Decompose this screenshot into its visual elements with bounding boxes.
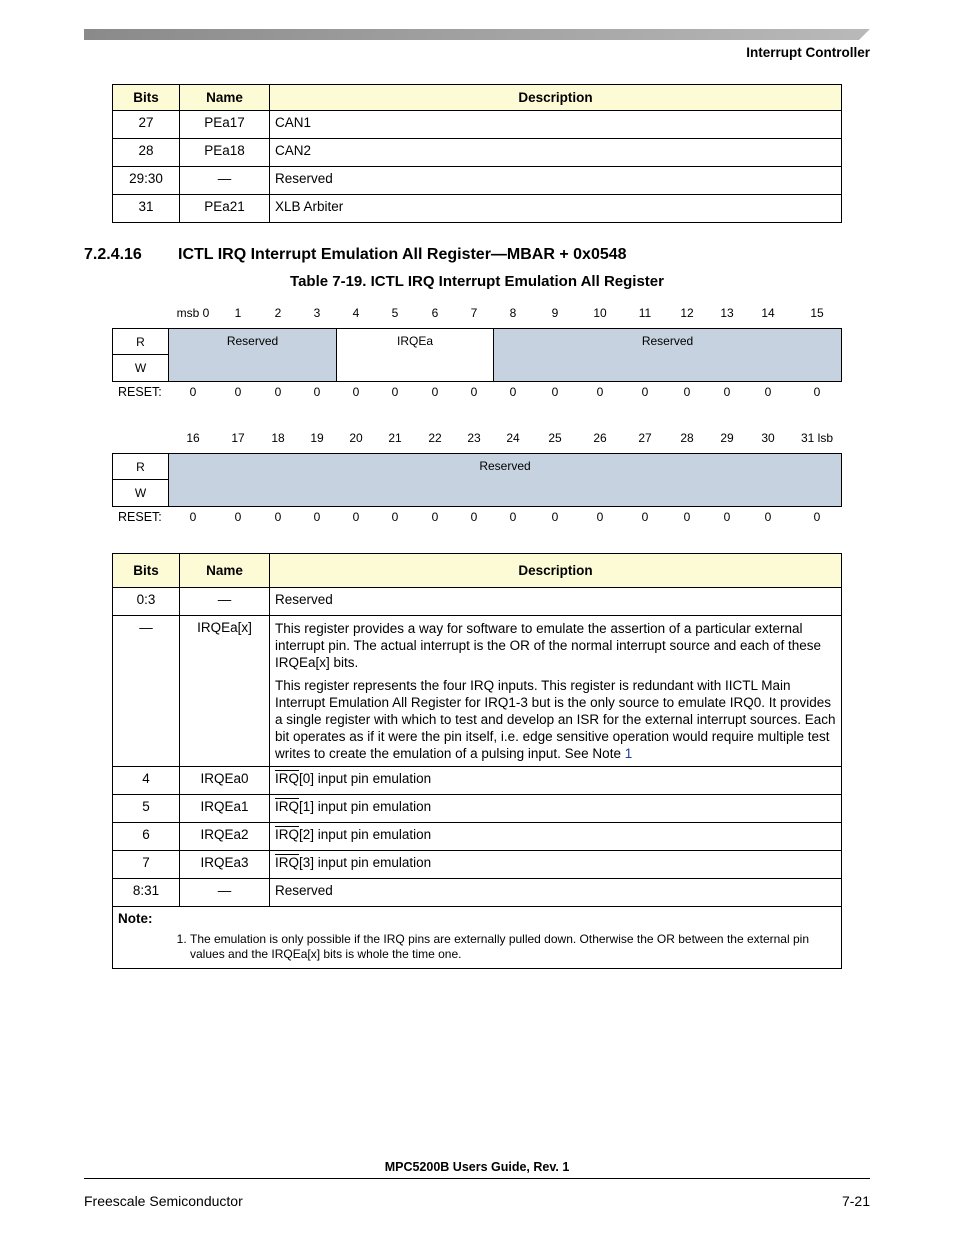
description-text: [0] input pin emulation bbox=[299, 771, 432, 786]
note-item: 1. The emulation is only possible if the IRQ pins are externally pulled down. Otherwise the OR between the external pin values and the IRQEa[x] bits is whole the time one. bbox=[190, 932, 836, 962]
field-description-table bbox=[112, 553, 842, 969]
reset-label: RESET: bbox=[118, 385, 162, 399]
note-list bbox=[118, 932, 836, 962]
cell-bits: — bbox=[113, 616, 180, 767]
reset-value: 0 bbox=[551, 510, 559, 524]
reset-value: 0 bbox=[509, 510, 517, 524]
table-row bbox=[113, 851, 842, 879]
read-row-label: R bbox=[113, 329, 169, 355]
bit-number: 1 bbox=[234, 306, 242, 320]
table-row bbox=[113, 588, 842, 616]
note-row bbox=[113, 907, 842, 969]
cell-description bbox=[270, 823, 842, 851]
description-text: [1] input pin emulation bbox=[299, 799, 432, 814]
cell-bits: 29:30 bbox=[113, 167, 180, 195]
note-cell bbox=[113, 907, 842, 969]
reset-value: 0 bbox=[313, 385, 321, 399]
section-number: 7.2.4.16 bbox=[84, 246, 142, 263]
table-caption: Table 7-19. ICTL IRQ Interrupt Emulation All Register bbox=[290, 273, 664, 290]
section-title: ICTL IRQ Interrupt Emulation All Register—MBAR + 0x0548 bbox=[178, 246, 627, 263]
reset-value: 0 bbox=[470, 385, 478, 399]
section-heading bbox=[84, 246, 627, 264]
table-row bbox=[113, 616, 842, 767]
cell-bits: 28 bbox=[113, 139, 180, 167]
col-description: Description bbox=[270, 85, 842, 111]
cell-description: CAN2 bbox=[270, 139, 842, 167]
bit-number: 18 bbox=[271, 431, 285, 445]
bit-number: 20 bbox=[349, 431, 363, 445]
bit-number: 21 bbox=[388, 431, 402, 445]
description-paragraph: This register provides a way for software to emulate the assertion of a particular external interrupt pin. The actual interrupt is the OR of the normal interrupt source and each of these IRQEa[x] bits. bbox=[275, 621, 822, 670]
reset-value: 0 bbox=[596, 510, 604, 524]
col-description: Description bbox=[270, 554, 842, 588]
reset-value: 0 bbox=[234, 385, 242, 399]
bit-number: 17 bbox=[231, 431, 245, 445]
bit-number: 2 bbox=[274, 306, 282, 320]
reset-value: 0 bbox=[274, 385, 282, 399]
bit-number: 22 bbox=[428, 431, 442, 445]
bit-number: 8 bbox=[509, 306, 517, 320]
cell-description: Reserved bbox=[270, 588, 842, 616]
reset-value: 0 bbox=[509, 385, 517, 399]
cell-description: Reserved bbox=[270, 167, 842, 195]
cell-bits: 6 bbox=[113, 823, 180, 851]
bit-number: 23 bbox=[467, 431, 481, 445]
reset-value: 0 bbox=[723, 385, 731, 399]
description-text: [3] input pin emulation bbox=[299, 855, 432, 870]
reset-value: 0 bbox=[683, 385, 691, 399]
footer-divider bbox=[84, 1178, 870, 1179]
table-row bbox=[113, 167, 842, 195]
table-row bbox=[113, 795, 842, 823]
header-bar bbox=[84, 29, 870, 40]
reset-value: 0 bbox=[764, 385, 772, 399]
bit-number: 7 bbox=[470, 306, 478, 320]
note-title: Note: bbox=[118, 911, 153, 926]
bit-number: 30 bbox=[761, 431, 775, 445]
page-number: 7-21 bbox=[841, 1193, 870, 1209]
register-diagram-top bbox=[112, 328, 842, 382]
table-row bbox=[113, 195, 842, 223]
footer-document-title: MPC5200B Users Guide, Rev. 1 bbox=[384, 1160, 570, 1174]
field-reserved: Reserved bbox=[494, 329, 841, 381]
cell-bits: 5 bbox=[113, 795, 180, 823]
cell-description: CAN1 bbox=[270, 111, 842, 139]
bit-number: 25 bbox=[548, 431, 562, 445]
reset-value: 0 bbox=[189, 385, 197, 399]
bit-number: 31 lsb bbox=[800, 431, 834, 445]
reset-value: 0 bbox=[431, 385, 439, 399]
bit-number: 24 bbox=[506, 431, 520, 445]
read-row-label: R bbox=[113, 454, 169, 480]
note-link[interactable]: 1 bbox=[624, 746, 633, 761]
bit-number: 6 bbox=[431, 306, 439, 320]
write-row-label: W bbox=[113, 480, 169, 506]
bit-number: 14 bbox=[761, 306, 775, 320]
col-name: Name bbox=[180, 85, 270, 111]
table-row bbox=[113, 879, 842, 907]
register-diagram-bottom bbox=[112, 453, 842, 507]
bit-number: 10 bbox=[593, 306, 607, 320]
cell-name: — bbox=[180, 879, 270, 907]
cell-description bbox=[270, 851, 842, 879]
description-paragraph bbox=[275, 677, 836, 762]
table-row bbox=[113, 111, 842, 139]
cell-description: XLB Arbiter bbox=[270, 195, 842, 223]
cell-description: Reserved bbox=[270, 879, 842, 907]
bit-number: 3 bbox=[313, 306, 321, 320]
reset-value: 0 bbox=[391, 385, 399, 399]
cell-bits: 7 bbox=[113, 851, 180, 879]
cell-name: PEa18 bbox=[180, 139, 270, 167]
description-text: [2] input pin emulation bbox=[299, 827, 432, 842]
bit-number: 12 bbox=[680, 306, 694, 320]
reset-value: 0 bbox=[431, 510, 439, 524]
cell-name: — bbox=[180, 167, 270, 195]
reset-value: 0 bbox=[234, 510, 242, 524]
cell-name: PEa21 bbox=[180, 195, 270, 223]
reset-value: 0 bbox=[813, 385, 821, 399]
bit-number: 11 bbox=[638, 306, 652, 320]
table-row bbox=[113, 823, 842, 851]
cell-name: — bbox=[180, 588, 270, 616]
reset-value: 0 bbox=[313, 510, 321, 524]
cell-description bbox=[270, 795, 842, 823]
footer-company: Freescale Semiconductor bbox=[84, 1193, 243, 1209]
field-reserved: Reserved bbox=[169, 329, 337, 381]
field-irqea: IRQEa bbox=[337, 329, 494, 381]
col-bits: Bits bbox=[113, 554, 180, 588]
table-row bbox=[113, 139, 842, 167]
cell-bits: 0:3 bbox=[113, 588, 180, 616]
cell-name: IRQEa2 bbox=[180, 823, 270, 851]
cell-bits: 8:31 bbox=[113, 879, 180, 907]
signal-name: $\overline{IRQ}$ bbox=[275, 771, 300, 786]
reset-value: 0 bbox=[596, 385, 604, 399]
bit-number: msb 0 bbox=[176, 306, 210, 320]
reset-label: RESET: bbox=[118, 510, 162, 524]
reset-value: 0 bbox=[723, 510, 731, 524]
cell-name: IRQEa1 bbox=[180, 795, 270, 823]
col-bits: Bits bbox=[113, 85, 180, 111]
cell-name: IRQEa0 bbox=[180, 767, 270, 795]
field-reserved: Reserved bbox=[169, 454, 841, 506]
reset-value: 0 bbox=[764, 510, 772, 524]
signal-name: $\overline{IRQ}$ bbox=[275, 799, 300, 814]
write-row-label: W bbox=[113, 355, 169, 381]
reset-value: 0 bbox=[683, 510, 691, 524]
bit-number: 4 bbox=[352, 306, 360, 320]
signal-name: $\overline{IRQ}$ bbox=[275, 855, 300, 870]
bit-number: 16 bbox=[186, 431, 200, 445]
bit-number: 15 bbox=[810, 306, 824, 320]
cell-bits: 4 bbox=[113, 767, 180, 795]
bit-number: 27 bbox=[638, 431, 652, 445]
cell-description bbox=[270, 767, 842, 795]
cell-bits: 27 bbox=[113, 111, 180, 139]
bit-number: 26 bbox=[593, 431, 607, 445]
cell-name: PEa17 bbox=[180, 111, 270, 139]
table-row bbox=[113, 767, 842, 795]
cell-bits: 31 bbox=[113, 195, 180, 223]
reset-value: 0 bbox=[641, 510, 649, 524]
col-name: Name bbox=[180, 554, 270, 588]
cell-name: IRQEa3 bbox=[180, 851, 270, 879]
reset-value: 0 bbox=[189, 510, 197, 524]
bit-number: 29 bbox=[720, 431, 734, 445]
reset-value: 0 bbox=[813, 510, 821, 524]
reset-value: 0 bbox=[641, 385, 649, 399]
bit-number: 19 bbox=[310, 431, 324, 445]
signal-name: $\overline{IRQ}$ bbox=[275, 827, 300, 842]
bit-number: 13 bbox=[720, 306, 734, 320]
cell-name: IRQEa[x] bbox=[180, 616, 270, 767]
bit-number: 28 bbox=[680, 431, 694, 445]
running-header: Interrupt Controller bbox=[746, 45, 870, 60]
bit-table-continued bbox=[112, 84, 842, 223]
reset-value: 0 bbox=[352, 385, 360, 399]
bit-number: 5 bbox=[391, 306, 399, 320]
reset-value: 0 bbox=[274, 510, 282, 524]
bit-number: 9 bbox=[551, 306, 559, 320]
cell-description bbox=[270, 616, 842, 767]
reset-value: 0 bbox=[551, 385, 559, 399]
description-text: This register represents the four IRQ inputs. This register is redundant with IICTL Main Interrupt Emulation All Register for IRQ1-3 but is the only source to emulate IRQ0. It provides a single register with which to test and develop an ISR for the external interrupt sources. Each bit operates as if it were the pin itself, i.e. edge sensitive operation would require multiple test writes to create the emulation of a pulsing input. See Note bbox=[275, 678, 836, 761]
reset-value: 0 bbox=[352, 510, 360, 524]
reset-value: 0 bbox=[470, 510, 478, 524]
reset-value: 0 bbox=[391, 510, 399, 524]
